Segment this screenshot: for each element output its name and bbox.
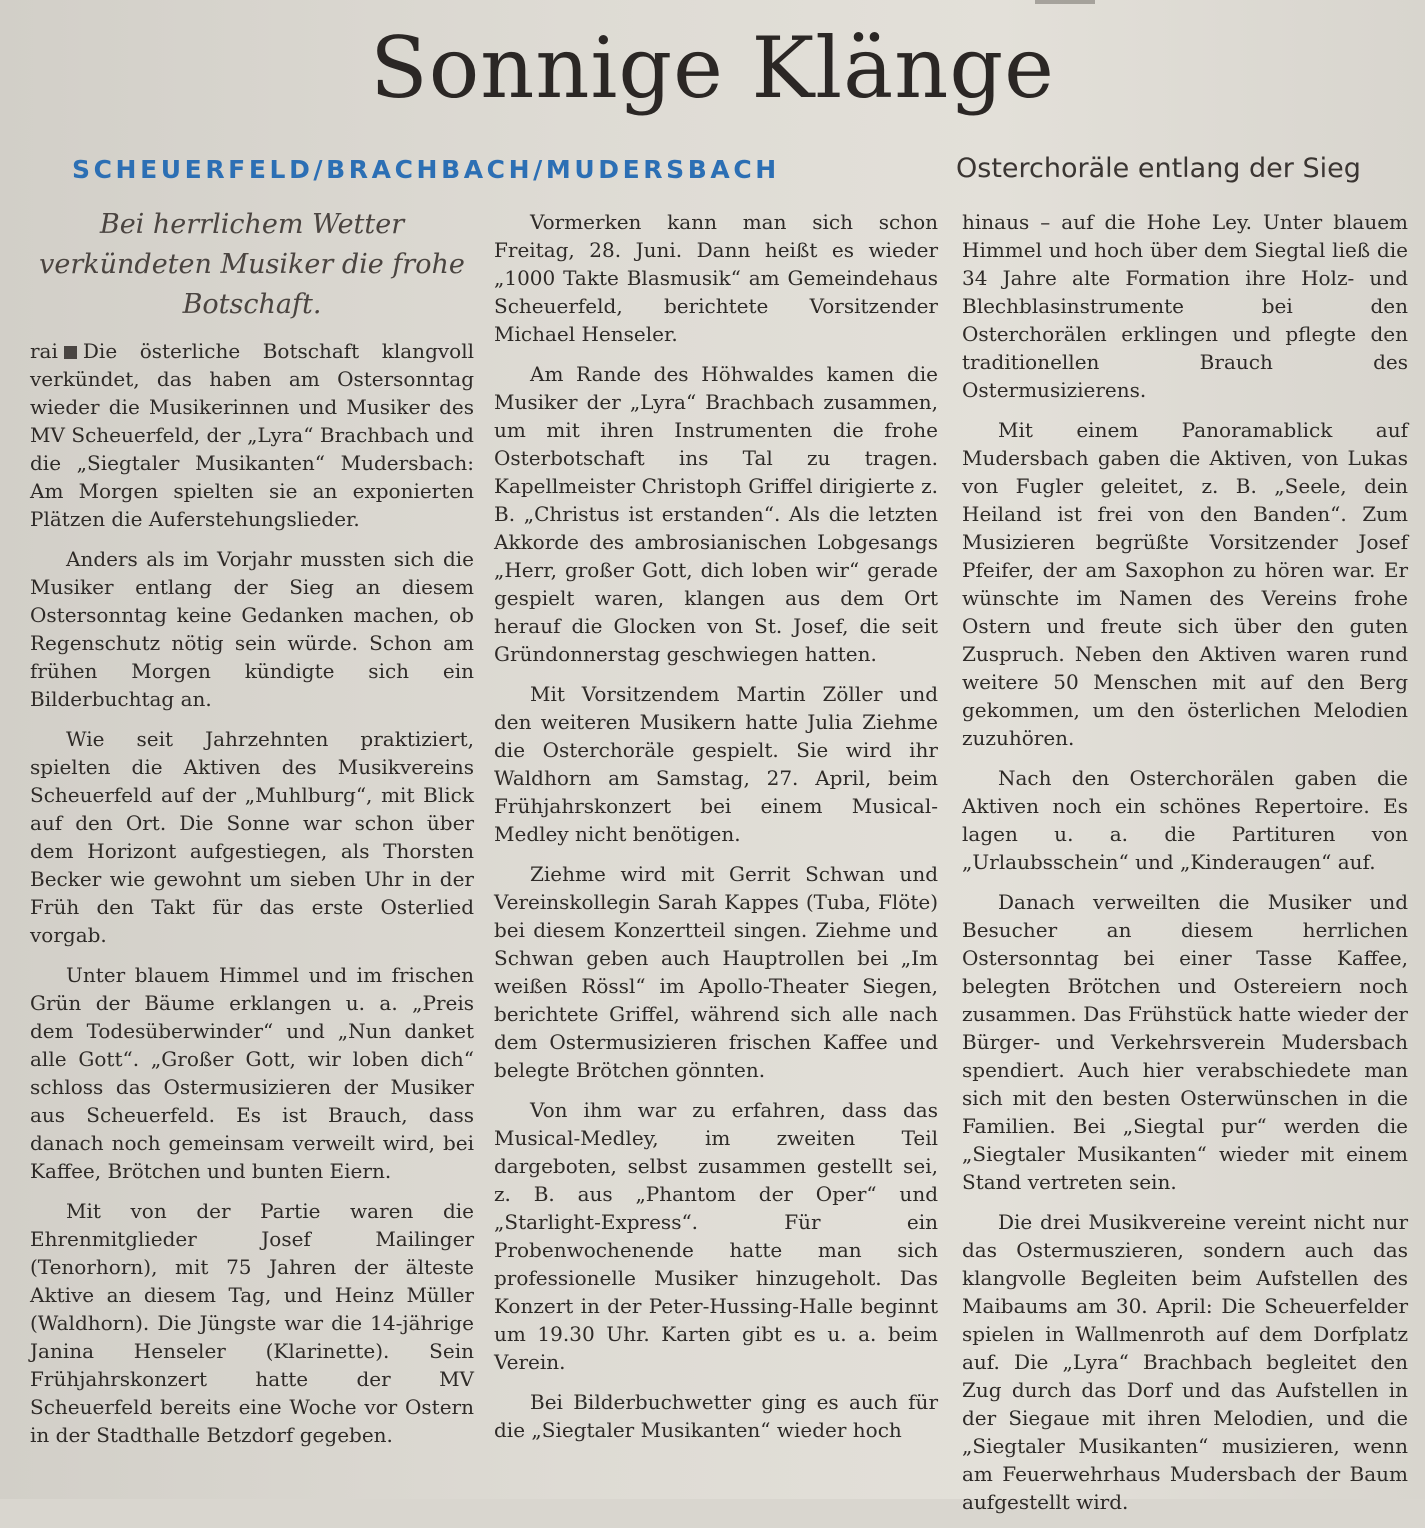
location-kicker: SCHEUERFELD/BRACHBACH/MUDERSBACH bbox=[72, 155, 780, 184]
article-paragraph bbox=[30, 337, 474, 533]
article-paragraph: Danach verweilten die Musiker und Besucher an diesem herrlichen Ostersonntag bei einer Tasse Kaffee, belegten Brötchen und Ostereiern noch zusammen. Das Frühstück hatte wieder der Bürger- und Verkehrsverein Mudersbach spendiert. Auch hier verabschiedete man sich mit den besten Osterwünschen in die Familien. Bei „Siegtal pur“ werden die „Siegtaler Musikanten“ wieder mit einem Stand vertreten sein. bbox=[962, 890, 1408, 1194]
article-paragraph: Nach den Osterchorälen gaben die Aktiven noch ein schönes Repertoire. Es lagen u. a. die Partituren von „Urlaubsschein“ und „Kinderaugen“ auf. bbox=[962, 766, 1408, 874]
article-paragraph: Mit von der Partie waren die Ehrenmitglieder Josef Mailinger (Tenorhorn), mit 75 Jahren der älteste Aktive an diesem Tag, und Heinz Müller (Waldhorn). Die Jüngste war die 14-jährige Janina Henseler (Klarinette). Sein Frühjahrskonzert hatte der MV Scheuerfeld bereits eine Woche vor Ostern in der Stadthalle Betzdorf gegeben. bbox=[30, 1199, 474, 1447]
article-paragraph: Ziehme wird mit Gerrit Schwan und Vereinskollegin Sarah Kappes (Tuba, Flöte) bei diesem Konzertteil singen. Ziehme und Schwan geben auch Hauptrollen bei „Im weißen Rössl“ im Apollo-Theater Siegen, berichtete Griffel, während sich alle nach dem Ostermusizieren frischen Kaffee und belegte Brötchen gönnten. bbox=[494, 862, 938, 1082]
article-paragraph: Von ihm war zu erfahren, dass das Musical-Medley, im zweiten Teil dargeboten, selbst zusammen gestellt sei, z. B. aus „Phantom der Oper“ und „Starlight-Express“. Für ein Probenwochenende hatte man sich professionelle Musiker hinzugeholt. Das Konzert in der Peter-Hussing-Halle beginnt um 19.30 Uhr. Karten gibt es u. a. beim Verein. bbox=[494, 1098, 938, 1374]
article-column-3 bbox=[962, 208, 1408, 1528]
article-paragraph: Am Rande des Höhwaldes kamen die Musiker der „Lyra“ Brachbach zusammen, um mit ihren Instrumenten die frohe Osterbotschaft ins Tal zu tragen. Kapellmeister Christoph Griffel dirigierte z. B. „Christus ist erstanden“. Als die letzten Akkorde des ambrosianischen Lobgesangs „Herr, großer Gott, dich loben wir“ gerade gespielt waren, klangen aus dem Ort herauf die Glocken von St. Josef, die seit Gründonnerstag geschwiegen hatten. bbox=[494, 362, 938, 666]
article-paragraph: Unter blauem Himmel und im frischen Grün der Bäume erklangen u. a. „Preis dem Todesüberwinder“ und „Nun danket alle Gott“. „Großer Gott, wir loben dich“ schloss das Ostermusizieren der Musiker aus Scheuerfeld. Es ist Brauch, dass danach noch gemeinsam verweilt wird, bei Kaffee, Brötchen und bunten Eiern. bbox=[30, 963, 474, 1183]
subheadline: Osterchoräle entlang der Sieg bbox=[956, 153, 1361, 184]
article-paragraph: Anders als im Vorjahr mussten sich die Musiker entlang der Sieg an diesem Ostersonntag keine Gedanken machen, ob Regenschutz nötig sein würde. Schon am frühen Morgen kündigte sich ein Bilderbuchtag an. bbox=[30, 547, 474, 711]
article-paragraph: Wie seit Jahrzehnten praktiziert, spielten die Aktiven des Musikvereins Scheuerfeld auf der „Muhlburg“, mit Blick auf den Ort. Die Sonne war schon über dem Horizont aufgestiegen, als Thorsten Becker wie gewohnt um sieben Uhr in der Früh den Takt für das erste Osterlied vorgab. bbox=[30, 727, 474, 947]
teaser: Bei herrlichem Wetter verkündeten Musiker die frohe Botschaft. bbox=[39, 209, 465, 320]
article-column-2 bbox=[494, 208, 938, 1456]
article-paragraph-text: Die österliche Botschaft klangvoll verkündet, das haben am Ostersonntag wieder die Musikerinnen und Musiker des MV Scheuerfeld, der „Lyra“ Brachbach und die „Siegtaler Musikanten“ Mudersbach: Am Morgen spielten sie an exponierten Plätzen die Auferstehungslieder. bbox=[30, 339, 474, 531]
author-tag: rai bbox=[30, 339, 58, 363]
article-paragraph: Mit Vorsitzendem Martin Zöller und den weiteren Musikern hatte Julia Ziehme die Osterchoräle gespielt. Sie wird ihr Waldhorn am Samstag, 27. April, beim Frühjahrskonzert bei einem Musical-Medley nicht benötigen. bbox=[494, 682, 938, 846]
article-paragraph: Vormerken kann man sich schon Freitag, 28. Juni. Dann heißt es wieder „1000 Takte Blasmusik“ am Gemeindehaus Scheuerfeld, berichtete Vorsitzender Michael Henseler. bbox=[494, 210, 938, 346]
page-edge-fragment bbox=[1035, 0, 1095, 4]
square-marker-icon bbox=[64, 346, 77, 359]
headline: Sonnige Klänge bbox=[370, 19, 1055, 117]
article-paragraph: Bei Bilderbuchwetter ging es auch für die „Siegtaler Musikanten“ wieder hoch bbox=[494, 1390, 938, 1442]
article-column-1 bbox=[30, 205, 474, 1461]
article-paragraph: hinaus – auf die Hohe Ley. Unter blauem Himmel und hoch über dem Siegtal ließ die 34 Jahre alte Formation ihre Holz- und Blechblasinstrumente bei den Osterchorälen erklingen und pflegte den traditionellen Brauch des Ostermusizierens. bbox=[962, 210, 1408, 402]
article-paragraph: Die drei Musikvereine vereint nicht nur das Ostermuszieren, sondern auch das klangvolle Begleiten beim Aufstellen des Maibaums am 30. April: Die Scheuerfelder spielen in Wallmenroth auf dem Dorfplatz auf. Die „Lyra“ Brachbach begleitet den Zug durch das Dorf und das Aufstellen in der Siegaue mit ihren Melodien, und die „Siegtaler Musikanten“ musizieren, wenn am Feuerwehrhaus Mudersbach der Baum aufgestellt wird. bbox=[962, 1210, 1408, 1514]
article-paragraph: Mit einem Panoramablick auf Mudersbach gaben die Aktiven, von Lukas von Fugler geleitet, z. B. „Seele, dein Heiland ist frei von den Banden“. Zum Musizieren begrüßte Vorsitzender Josef Pfeifer, der am Saxophon zu hören war. Er wünschte im Namen des Vereins frohe Ostern und freute sich über den guten Zuspruch. Neben den Aktiven waren rund weitere 50 Menschen mit auf den Berg gekommen, um den österlichen Melodien zuzuhören. bbox=[962, 418, 1408, 750]
